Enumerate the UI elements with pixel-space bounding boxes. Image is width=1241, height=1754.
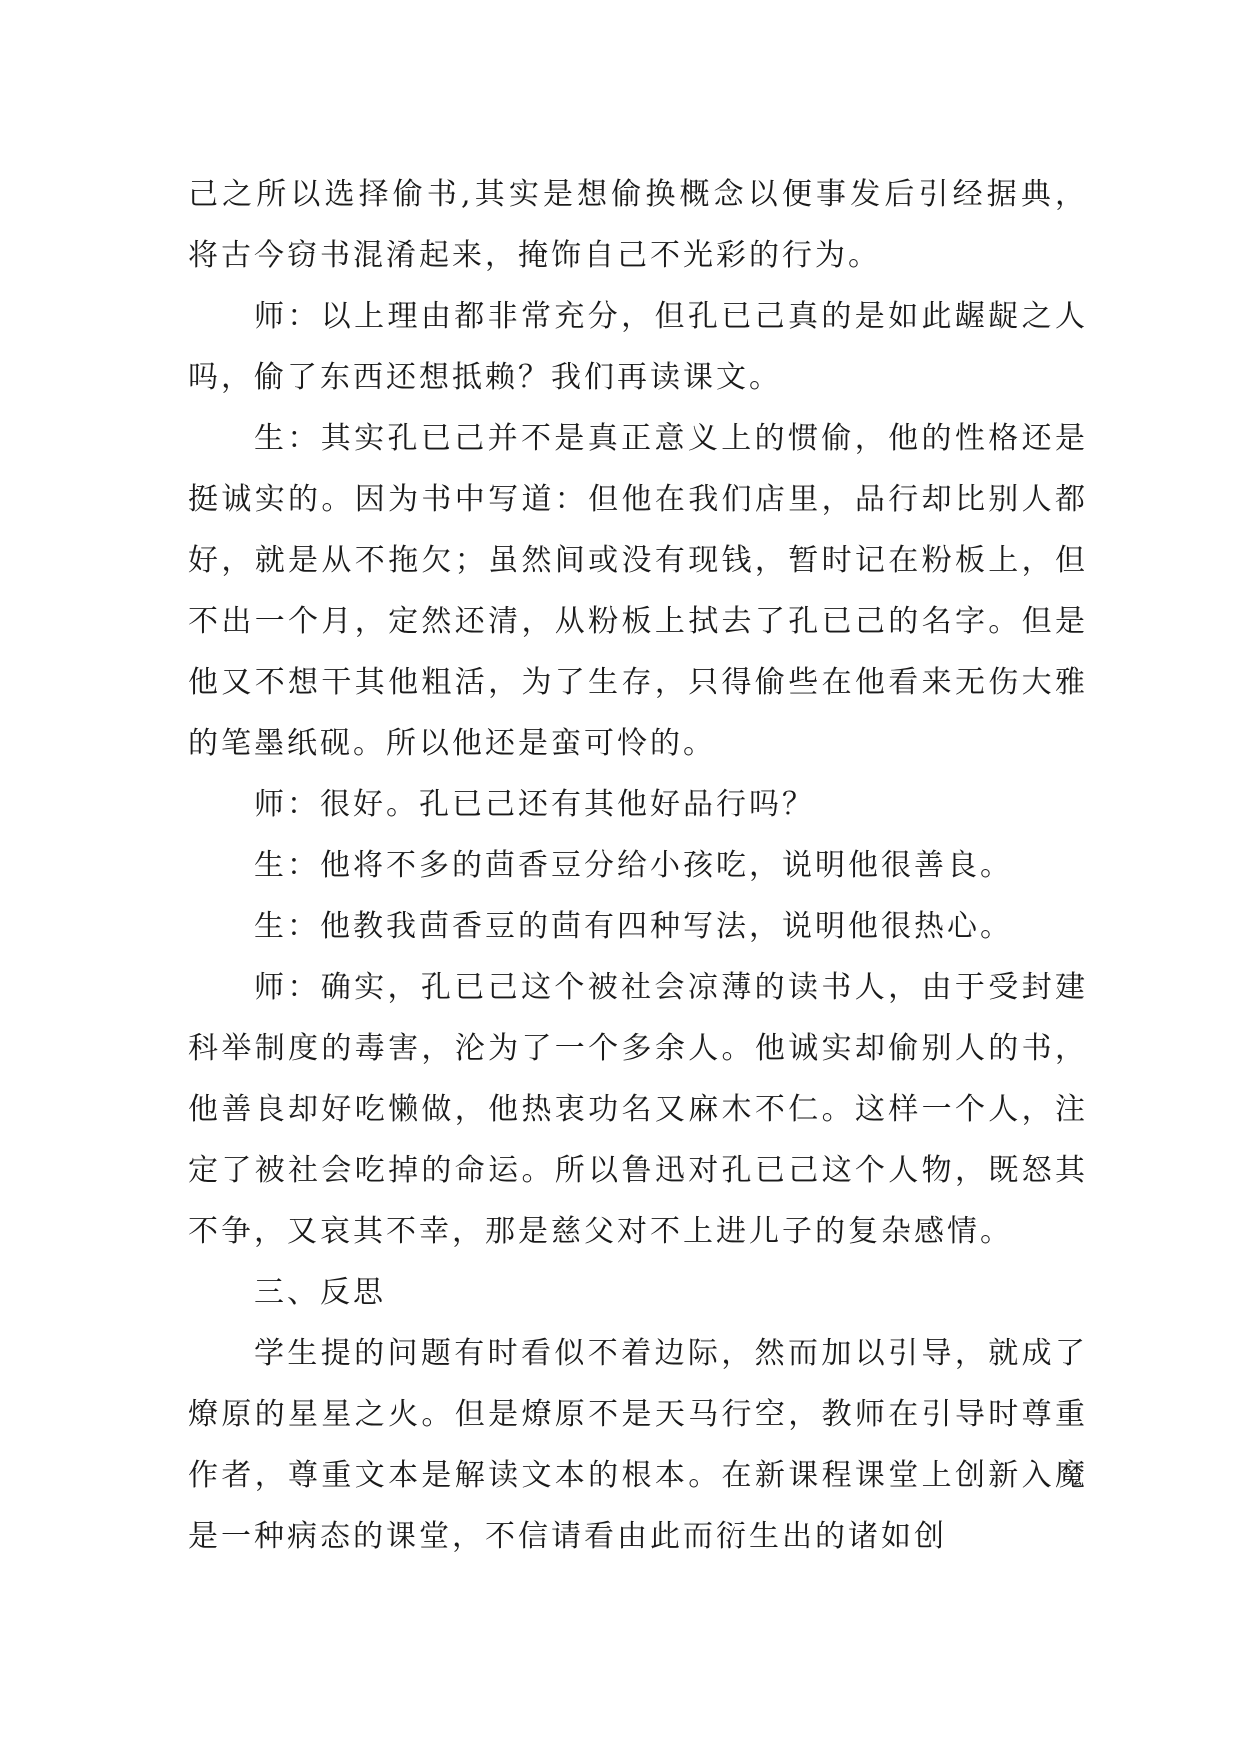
paragraph-student-enthusiasm: 生：他教我茴香豆的茴有四种写法，说明他很热心。	[254, 909, 1013, 944]
paragraph-reflection: 学生提的问题有时看似不着边际，然而加以引导，就成了燎原的星星之火。但是燎原不是天马行空，教师在引导时尊重作者，尊重文本是解读文本的根本。在新课程课堂上创新入魔是一种病态的课堂，不信请看由此而衍生出的诸如创	[188, 1336, 1088, 1554]
document-body	[188, 164, 1088, 1567]
section-heading-reflection: 三、反思	[254, 1275, 386, 1310]
paragraph-teacher-summary: 师：确实，孔已己这个被社会凉薄的读书人，由于受封建科举制度的毒害，沦为了一个多余人。他诚实却偷别人的书，他善良却好吃懒做，他热衷功名又麻木不仁。这样一个人，注定了被社会吃掉的命运。所以鲁迅对孔已己这个人物，既怒其不争，又哀其不幸，那是慈父对不上进儿子的复杂感情。	[188, 970, 1088, 1249]
paragraph-teacher-followup: 师：很好。孔已己还有其他好品行吗？	[254, 787, 815, 822]
paragraph-continuation: 己之所以选择偷书,其实是想偷换概念以便事发后引经据典，将古今窃书混淆起来，掩饰自己不光彩的行为。	[188, 177, 1088, 273]
paragraph-teacher-question: 师：以上理由都非常充分，但孔已己真的是如此龌龊之人吗，偷了东西还想抵赖？我们再读课文。	[188, 299, 1088, 395]
paragraph-student-answer: 生：其实孔已己并不是真正意义上的惯偷，他的性格还是挺诚实的。因为书中写道：但他在我们店里，品行却比别人都好，就是从不拖欠；虽然间或没有现钱，暂时记在粉板上，但不出一个月，定然还清，从粉板上拭去了孔已己的名字。但是他又不想干其他粗活，为了生存，只得偷些在他看来无伤大雅的笔墨纸砚。所以他还是蛮可怜的。	[188, 421, 1088, 761]
paragraph-student-kindness: 生：他将不多的茴香豆分给小孩吃，说明他很善良。	[254, 848, 1013, 883]
